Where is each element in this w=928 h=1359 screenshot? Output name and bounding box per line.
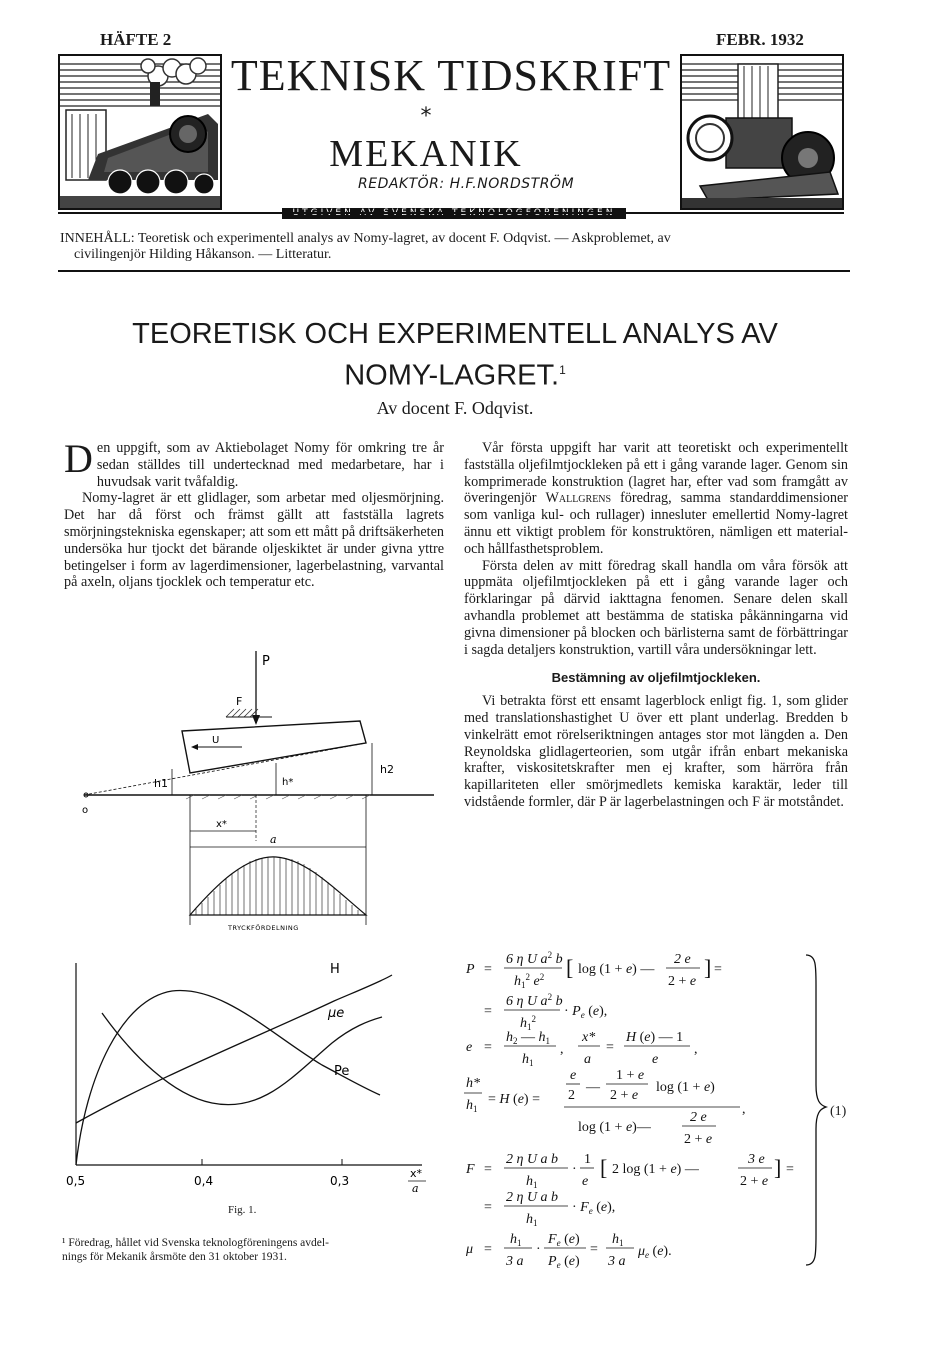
right-paragraph-1-a: Vår första uppgift har varit att teoretiskt och experimentellt fastställa oljefilmtjockleken på ett i gång varande lager. Genom sin komprimerade konstruktion (lagret har, efter vad som framgått av överingenjör — [464, 440, 848, 507]
svg-text:e: e — [652, 1052, 659, 1067]
svg-text:2 log (1 + e) —: 2 log (1 + e) — — [612, 1162, 699, 1177]
label-u: U — [212, 735, 220, 746]
svg-text:h1: $h_1$ — [510, 1232, 522, 1248]
header-rule — [58, 212, 844, 214]
svg-text:=: = — [484, 1004, 492, 1019]
curve-mu — [102, 1013, 382, 1105]
equation-block — [460, 945, 852, 1270]
svg-text:log (1 + e)—: log (1 + e)— — [578, 1120, 651, 1135]
tick-label-05: 0,5 — [66, 1174, 86, 1188]
right-paragraph-1-name: Wallgrens — [545, 490, 612, 507]
tick-label-04: 0,4 — [194, 1174, 214, 1188]
svg-text:2 + e: 2 + e — [668, 974, 697, 989]
svg-text:μe (e).: $\mu_e$ (e). — [638, 1244, 672, 1260]
paragraph-1 — [64, 436, 444, 490]
svg-text:6 η U a2 b: 6 η U $a^2$ b — [506, 950, 563, 967]
footnote — [62, 1236, 446, 1264]
locomotive-illustration — [58, 54, 222, 210]
figure-caption: Fig. 1. — [228, 1204, 257, 1216]
svg-text:h1: $h_1$ — [522, 1052, 534, 1068]
svg-text:2 + e: 2 + e — [610, 1088, 639, 1103]
svg-text:h1: $h_1$ — [466, 1098, 478, 1114]
paragraph-1-text: en uppgift, som av Aktiebolaget Nomy för omkring tre år sedan ställdes till undertecknad med medarbetare, har i huvudsak varit tvåfaldig. — [96, 440, 444, 490]
curve-h — [76, 975, 392, 1123]
svg-text:2 η U a b: 2 η U a b — [506, 1190, 559, 1205]
svg-text:H (e) — 1: H (e) — 1 — [626, 1030, 684, 1045]
svg-text:=: = — [484, 1040, 492, 1055]
right-paragraph-1-b: föredrag, samma standarddimensioner som vanliga kul- och rullager) innesluter emellertid Nomy-lagret ännu ett viktigt problem för konstruktören, nämligen ett material- och hållfasthetsproblem. — [464, 490, 848, 557]
svg-text:h12: $h_1^2$ — [520, 1014, 536, 1032]
x-axis-denominator: a — [412, 1182, 419, 1195]
equation-number: (1) — [830, 1104, 847, 1119]
svg-text:log (1 + e) —: log (1 + e) — — [578, 962, 655, 977]
svg-text:· Fe (e),: · $F_e$ (e), — [572, 1200, 616, 1216]
paragraph-2: Nomy-lagret är ett glidlager, som arbetar med oljesmörjning. Det har då först och främst gällt att fastställa lagrets smörjningstekniska egenskaper; att som ett mått på driftsäkerheten undersöka hur tjockt det bärande oljeskiktet är under givna yttre betingelser i form av lagerdimensioner, lagerbelastning, varvantal på axeln, oljans tjocklek och temperatur etc. — [64, 490, 444, 591]
svg-text:=: = — [786, 1162, 794, 1177]
svg-text:= H (e) =: = H (e) = — [488, 1092, 540, 1107]
editor-line: REDAKTÖR: H.F.NORDSTRÖM — [358, 176, 575, 192]
label-h2: h2 — [380, 763, 394, 776]
label-p: P — [262, 654, 270, 669]
curve-h-label: H — [330, 962, 340, 977]
article-title-line-2 — [60, 352, 850, 394]
label-xstar: x* — [216, 819, 227, 830]
pressure-curve — [190, 857, 366, 915]
svg-text:· Pe (e),: · $P_e$ (e), — [564, 1004, 608, 1020]
right-column-text — [464, 440, 848, 811]
section-title: MEKANIK — [329, 133, 523, 175]
svg-text:=: = — [714, 962, 722, 977]
label-f: F — [236, 695, 243, 708]
label-a: a — [270, 833, 277, 846]
svg-text:Fe (e): $F_e$ (e) — [548, 1232, 580, 1248]
svg-text:,: , — [694, 1042, 698, 1057]
label-o: o — [82, 805, 89, 816]
svg-text:P: P — [466, 962, 475, 977]
svg-text:·: · — [536, 1242, 541, 1257]
svg-text:6 η U a2 b: 6 η U $a^2$ b — [506, 992, 563, 1009]
svg-text:F: F — [466, 1162, 475, 1177]
contents-rule — [58, 270, 850, 272]
svg-text:]: ] — [774, 1155, 782, 1180]
svg-text:[: [ — [566, 955, 574, 980]
date-label: FEBR. 1932 — [716, 30, 804, 49]
label-hstar: h* — [282, 777, 294, 788]
svg-text:h1: $h_1$ — [612, 1232, 624, 1248]
svg-text:=: = — [484, 1200, 492, 1215]
left-column-text — [64, 436, 444, 591]
svg-text:e: e — [582, 1174, 589, 1189]
article-title-text: NOMY-LAGRET. — [344, 359, 560, 392]
curves-graph — [62, 955, 442, 1195]
svg-text:3 a: 3 a — [608, 1254, 626, 1269]
svg-text:2 e: 2 e — [674, 952, 691, 967]
svg-text:=: = — [590, 1242, 598, 1257]
svg-text:μ: μ — [466, 1242, 474, 1257]
svg-text:=: = — [484, 962, 492, 977]
engine-illustration — [680, 54, 844, 210]
journal-title: TEKNISK TIDSKRIFT — [230, 51, 672, 100]
svg-text:h2 — h1: $h_2$ — $h_1$ — [506, 1030, 550, 1046]
svg-text:]: ] — [704, 955, 712, 980]
equation-brace — [806, 955, 826, 1265]
svg-text:h1: $h_1$ — [526, 1212, 538, 1228]
svg-text:[: [ — [600, 1155, 608, 1180]
tick-label-03: 0,3 — [330, 1174, 350, 1188]
svg-text:=: = — [606, 1040, 614, 1055]
svg-text:Pe (e): $P_e$ (e) — [548, 1254, 580, 1270]
right-paragraph-2: Första delen av mitt föredrag skall handla om våra försök att uppmäta oljefilmtjockleken på ett i gång varande lager och förklaringar på därvid iakttagna fenomen. Senare delen skall avhandla problemet att bestämma de statiska påkänningarna vid givna dimensioner på blocken och bärlisterna samt de förbättringar i sagda detaljers konstruktion, vartill våra undersökningar lett. — [464, 557, 848, 658]
svg-text:—: — — [586, 1080, 600, 1095]
svg-text:log (1 + e): log (1 + e) — [656, 1080, 715, 1095]
svg-text:x*: x* — [582, 1030, 596, 1045]
svg-text:2 + e: 2 + e — [684, 1132, 713, 1147]
drop-cap: D — [64, 436, 93, 481]
contents-line-1: INNEHÅLL: Teoretisk och experimentell analys av Nomy-lagret, av docent F. Odqvist. — Askproblemet, av — [60, 231, 671, 246]
curve-mu-label: μe — [328, 1006, 345, 1021]
footnote-line-1: ¹ Föredrag, hållet vid Svenska teknologföreningens avdel- — [62, 1237, 329, 1249]
x-axis-label: x* — [410, 1167, 423, 1180]
bearing-block-diagram — [76, 645, 436, 945]
svg-text:,: , — [742, 1102, 746, 1117]
svg-text:e: e — [570, 1068, 577, 1083]
contents-line-2: civilingenjör Hilding Håkanson. — Litteratur. — [74, 247, 332, 262]
svg-text:h1: $h_1$ — [526, 1174, 538, 1190]
footnote-marker: 1 — [559, 363, 566, 377]
svg-text:2 e: 2 e — [690, 1110, 707, 1125]
svg-text:h*: h* — [466, 1076, 480, 1091]
svg-text:2 + e: 2 + e — [740, 1174, 769, 1189]
footnote-line-2: nings för Mekanik årsmöte den 31 oktober 1931. — [62, 1251, 287, 1263]
section-heading: Bestämning av oljefilmtjockleken. — [551, 670, 761, 686]
issue-label: HÄFTE 2 — [100, 30, 172, 49]
star-ornament: * — [420, 104, 432, 129]
svg-text:a: a — [584, 1052, 591, 1067]
label-pressure-distribution: TRYCKFÖRDELNING — [228, 924, 299, 932]
svg-text:1 + e: 1 + e — [616, 1068, 645, 1083]
svg-text:=: = — [484, 1162, 492, 1177]
svg-text:h12 e2: $h_1^2$ $e^2$ — [514, 972, 545, 990]
label-h1: h1 — [154, 777, 168, 790]
curve-p-label: Pe — [334, 1064, 350, 1079]
right-paragraph-1 — [464, 440, 848, 558]
article-title-line-1: TEORETISK OCH EXPERIMENTELL ANALYS AV — [132, 318, 778, 350]
svg-text:·: · — [572, 1162, 577, 1177]
svg-text:,: , — [560, 1042, 564, 1057]
svg-text:3 e: 3 e — [748, 1152, 765, 1167]
svg-text:=: = — [484, 1242, 492, 1257]
right-paragraph-3: Vi betrakta först ett ensamt lagerblock enligt fig. 1, som glider med translationshastighet U över ett plant underlag. Bredden b vinkelrätt emot rörelseriktningen antages stor mot längden a. Den Reynoldska glidlagerteorien, som utgår ifrån enbart mekaniska krafter, viskositetskrafter men ej krafter, som härröra från kapillariteten eller smörjmedlets kemiska karaktär, leder till vidstående formler, där P är lagerbelastningen och F är motståndet. — [464, 693, 848, 810]
svg-text:e: e — [466, 1040, 473, 1055]
svg-text:2 η U a b: 2 η U a b — [506, 1152, 559, 1167]
svg-text:3 a: 3 a — [506, 1254, 524, 1269]
svg-text:2: 2 — [568, 1088, 575, 1103]
svg-text:1: 1 — [584, 1152, 591, 1167]
byline: Av docent F. Odqvist. — [376, 398, 534, 418]
